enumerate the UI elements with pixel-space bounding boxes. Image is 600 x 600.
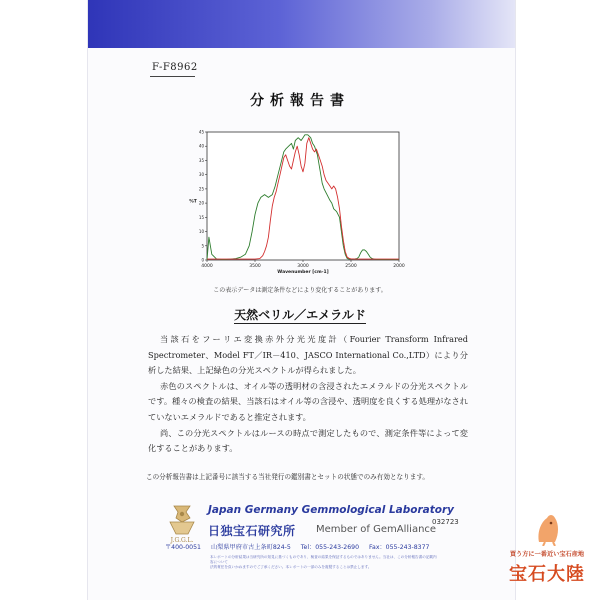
y-tick-label: 45: [198, 129, 204, 135]
header-band-overlay: [88, 0, 515, 48]
x-tick-label: 2000: [393, 264, 405, 269]
paragraph-note: 尚、この分光スペクトルはルースの時点で測定したもので、測定条件等によって変化することがあります。: [148, 427, 468, 454]
lab-address-line: [165, 542, 438, 551]
y-tick-label: 25: [198, 186, 204, 192]
x-tick-label: 4000: [201, 264, 213, 269]
y-tick-label: 0: [201, 257, 204, 263]
y-tick-label: 20: [198, 200, 204, 206]
validity-footnote: この分析報告書は上記番号に該当する当社発行の鑑別書とセットの状態でのみ有効となります。: [146, 473, 430, 481]
document-id: F-F8962: [152, 62, 198, 73]
plot-frame: [207, 132, 399, 260]
y-tick-label: 15: [198, 214, 204, 220]
x-tick-label: 3000: [297, 264, 309, 269]
lab-logo-text: J.G.G.L.: [170, 537, 194, 544]
report-title: 分析報告書: [250, 93, 350, 109]
y-tick-label: 10: [198, 229, 204, 235]
x-tick-label: 3500: [249, 264, 261, 269]
document-id-underline: [150, 76, 195, 77]
ftir-spectrum-chart: [183, 124, 405, 274]
stone-name-text: 天然ベリル／エメラルド: [234, 308, 366, 322]
stone-name: [0, 306, 600, 323]
lab-membership: Member of GemAlliance: [316, 524, 437, 535]
y-axis-label: %T: [189, 199, 197, 205]
lab-name-japanese: 日独宝石研究所: [208, 524, 296, 538]
lab-logo: [160, 500, 204, 544]
lab-disclaimer: [210, 555, 440, 571]
y-tick-label: 35: [198, 157, 204, 163]
lab-name-english: Japan Germany Gemmological Laboratory: [208, 504, 454, 516]
y-tick-label: 5: [201, 243, 204, 249]
x-tick-label: 2500: [345, 264, 357, 269]
report-body: [148, 332, 468, 457]
lab-tel: Tel：055-243-2690: [300, 544, 360, 551]
paragraph-method: 当該石をフーリエ変換赤外分光光度計（Fourier Transform Infrared Spectrometer、Model FT／IR－410、JASCO International Co.,LTD）により分析した結果、上記緑色の分光スペクトルが得られました。: [148, 334, 468, 376]
x-axis-label: Wavenumber [cm-1]: [277, 270, 329, 274]
lab-address: 山梨県甲府市古上条町824-5: [210, 544, 291, 551]
lab-disclaimer-line: 法的責任を負いかねますのでご了承ください。本レポートの一部のみを複製することは禁止します。: [210, 565, 372, 570]
lab-fax: Fax：055-243-8377: [369, 544, 430, 551]
shop-mascot-icon: [535, 512, 561, 546]
chart-note: この表示データは測定条件などにより変化することがあります。: [213, 287, 387, 294]
paragraph-red-spectrum: 赤色のスペクトルは、オイル等の透明材の含浸されたエメラルドの分光スペクトルです。種々の検査の結果、当該石はオイル等の含浸や、透明度を良くする処理がなされていないエメラルドであると推定されます。: [148, 380, 468, 422]
y-tick-label: 40: [198, 143, 204, 149]
lab-emblem-icon: [170, 506, 194, 534]
lab-postal-code: 〒400-0051: [165, 544, 201, 551]
y-tick-label: 30: [198, 172, 204, 178]
shop-tagline: 買う方に一番近い宝石産地: [509, 551, 585, 558]
certificate-number: 032723: [432, 518, 459, 526]
lab-disclaimer-line: 本レポートの分析結果は当研究所の知見に基づくものであり、検査の結果を保証するものではありません。当社は、この分析報告書の記載内容について: [210, 555, 437, 565]
shop-name: 宝石大陸: [509, 564, 585, 585]
